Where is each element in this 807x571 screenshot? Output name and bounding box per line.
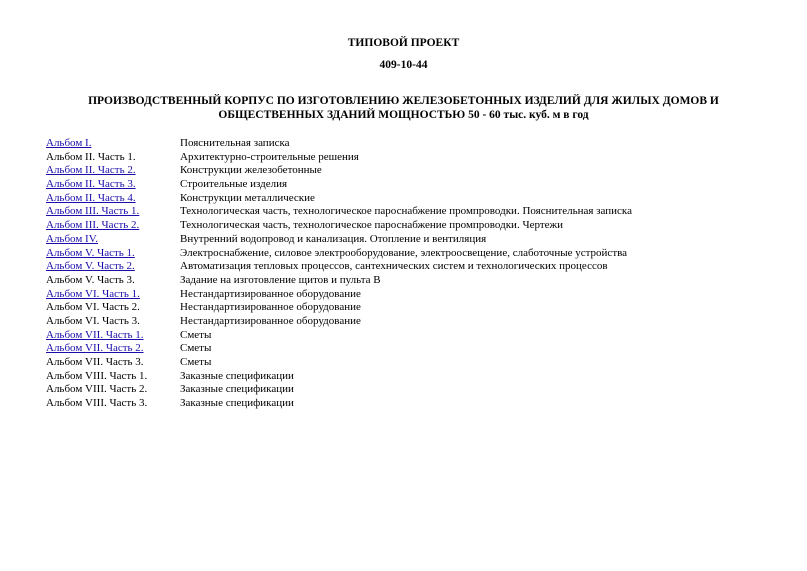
album-description: Автоматизация тепловых процессов, сантехнических систем и технологических процессов	[180, 260, 608, 273]
album-row	[46, 205, 786, 219]
album-description: Технологическая часть, технологическое пароснабжение промпроводки. Пояснительная записка	[180, 205, 632, 218]
album-row	[46, 356, 786, 370]
album-row	[46, 370, 786, 384]
album-link[interactable]: Альбом VII. Часть 1.	[46, 328, 144, 341]
album-link[interactable]: Альбом II. Часть 4.	[46, 191, 136, 204]
album-description: Нестандартизированное оборудование	[180, 314, 361, 327]
album-description: Заказные спецификации	[180, 369, 294, 382]
album-description: Заказные спецификации	[180, 383, 294, 396]
album-description: Сметы	[180, 328, 212, 341]
album-description: Нестандартизированное оборудование	[180, 287, 361, 300]
album-link[interactable]: Альбом II. Часть 2.	[46, 164, 136, 177]
album-row	[46, 151, 786, 165]
project-subtitle: ПРОИЗВОДСТВЕННЫЙ КОРПУС ПО ИЗГОТОВЛЕНИЮ ЖЕЛЕЗОБЕТОННЫХ ИЗДЕЛИЙ ДЛЯ ЖИЛЫХ ДОМОВ И ОБЩЕСТВЕННЫХ ЗДАНИЙ МОЩНОСТЬЮ 50 - 60 тыс. куб. м в год	[88, 95, 719, 121]
album-label: Альбом VIII. Часть 3.	[46, 397, 148, 410]
album-label: Альбом V. Часть 3.	[46, 273, 135, 286]
album-label: Альбом II. Часть 1.	[46, 150, 136, 163]
album-row	[46, 260, 786, 274]
album-row	[46, 219, 786, 233]
album-row	[46, 164, 786, 178]
album-label: Альбом VI. Часть 2.	[46, 301, 140, 314]
album-row	[46, 247, 786, 261]
album-description: Архитектурно-строительные решения	[180, 150, 359, 163]
album-link[interactable]: Альбом I.	[46, 137, 92, 149]
album-description: Конструкции железобетонные	[180, 164, 322, 177]
album-label: Альбом VI. Часть 3.	[46, 314, 140, 327]
album-row	[46, 342, 786, 356]
album-link[interactable]: Альбом VII. Часть 2.	[46, 342, 144, 355]
album-link[interactable]: Альбом II. Часть 3.	[46, 178, 136, 191]
album-description: Заказные спецификации	[180, 397, 294, 410]
album-description: Технологическая часть, технологическое пароснабжение промпроводки. Чертежи	[180, 219, 564, 232]
document-title: ТИПОВОЙ ПРОЕКТ	[347, 37, 460, 49]
album-description: Нестандартизированное оборудование	[180, 301, 361, 314]
project-code: 409-10-44	[379, 59, 428, 71]
album-description: Внутренний водопровод и канализация. Отопление и вентиляция	[180, 232, 487, 245]
album-row	[46, 383, 786, 397]
album-description: Сметы	[180, 342, 212, 355]
album-description: Электроснабжение, силовое электрооборудование, электроосвещение, слаботочные устройства	[180, 246, 628, 259]
album-link[interactable]: Альбом VI. Часть 1.	[46, 287, 140, 300]
album-row	[46, 137, 786, 151]
album-row	[46, 288, 786, 302]
album-link[interactable]: Альбом V. Часть 2.	[46, 260, 135, 273]
album-link[interactable]: Альбом III. Часть 2.	[46, 219, 140, 232]
album-label: Альбом VIII. Часть 2.	[46, 383, 148, 396]
album-label: Альбом VIII. Часть 1.	[46, 369, 148, 382]
album-description: Сметы	[180, 356, 212, 368]
album-row	[46, 192, 786, 206]
album-row	[46, 274, 786, 288]
album-row	[46, 397, 786, 411]
album-description: Задание на изготовление щитов и пульта В	[180, 273, 381, 286]
album-link[interactable]: Альбом III. Часть 1.	[46, 205, 140, 218]
album-description: Строительные изделия	[180, 178, 288, 191]
album-row	[46, 233, 786, 247]
album-row	[46, 301, 786, 315]
album-description: Конструкции металлические	[180, 191, 315, 204]
album-link[interactable]: Альбом IV.	[46, 232, 98, 245]
album-row	[46, 178, 786, 192]
album-row	[46, 315, 786, 329]
album-description: Пояснительная записка	[180, 137, 290, 149]
album-list	[46, 137, 786, 411]
album-row	[46, 329, 786, 343]
album-link[interactable]: Альбом V. Часть 1.	[46, 246, 135, 259]
album-label: Альбом VII. Часть 3.	[46, 356, 144, 368]
